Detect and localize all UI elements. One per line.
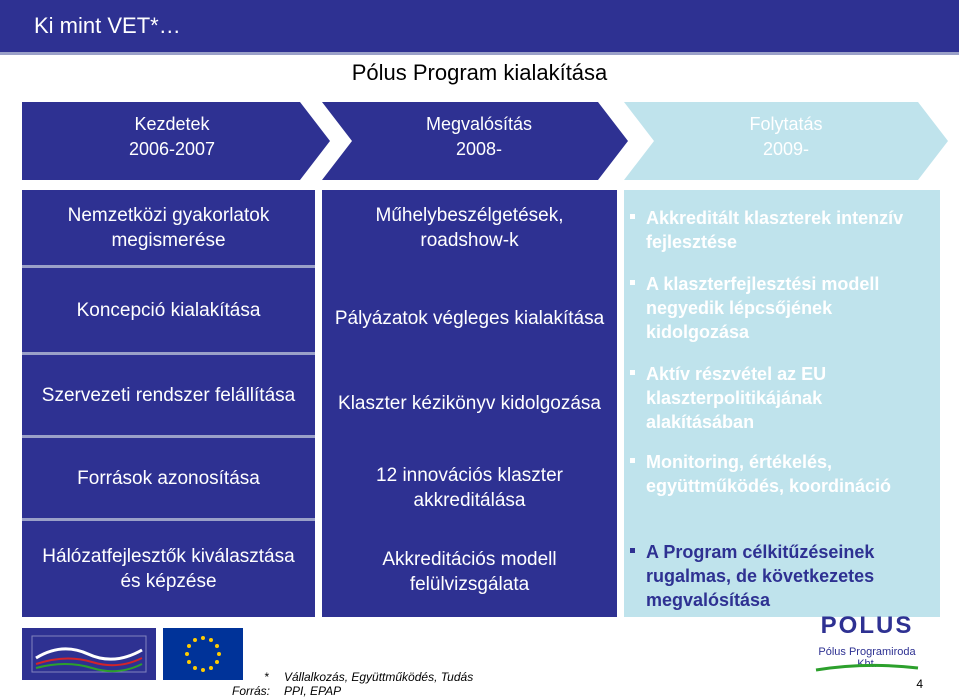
col2-item-3: Klaszter kézikönyv kidolgozása — [338, 392, 601, 414]
polus-logo — [812, 612, 922, 672]
eu-flag-logo — [163, 628, 243, 680]
col3-item-text: Aktív részvétel az EU klaszterpolitikájának alakításában — [646, 364, 827, 432]
col3-item-5 — [624, 540, 940, 612]
phase-name: Megvalósítás — [425, 114, 533, 134]
phase-megvalositas — [334, 112, 624, 172]
footnote-star: * — [264, 670, 269, 684]
phase-years: 2009- — [762, 139, 810, 159]
bullet-icon — [630, 280, 635, 285]
col1-item-5: Hálózatfejlesztők kiválasztása és képzése — [22, 521, 315, 617]
col1-item-1: Nemzetközi gyakorlatok megismerése — [22, 190, 315, 265]
col2-item-2: Pályázatok végleges kialakítása — [334, 307, 605, 329]
col2-item-5: Akkreditációs modell felülvizsgálata — [382, 549, 557, 595]
polus-wordmark: POLUS — [820, 612, 914, 639]
header-title: Ki mint VET*… — [34, 13, 181, 38]
phase-folytatas — [636, 112, 936, 172]
column-folytatas — [624, 190, 940, 617]
col3-item-text: Monitoring, értékelés, együttműködés, koordináció — [646, 452, 892, 496]
phase-kezdetek — [22, 112, 322, 172]
footnote-source-label: Forrás: — [232, 684, 271, 698]
col3-item-4 — [624, 450, 940, 498]
uj-magyarorszag-logo — [22, 628, 156, 680]
eu-stars-icon — [163, 628, 243, 680]
col3-item-text: A klaszterfejlesztési modell negyedik lépcsőjének kidolgozása — [646, 274, 880, 342]
col1-item-2: Koncepció kialakítása — [22, 268, 315, 352]
phase-years: 2008- — [455, 139, 503, 159]
footnote-definition: Vállalkozás, Együttműködés, Tudás — [284, 670, 474, 684]
phase-name: Kezdetek — [134, 114, 210, 134]
bullet-icon — [630, 214, 635, 219]
page-title: Pólus Program kialakítása — [351, 60, 608, 85]
col3-item-text: Akkreditált klaszterek intenzív fejlesztése — [646, 208, 904, 252]
col2-item-4: 12 innovációs klaszter akkreditálása — [376, 465, 563, 511]
col1-item-3: Szervezeti rendszer felállítása — [22, 355, 315, 435]
col3-item-2 — [624, 272, 940, 344]
col2-item-1: Műhelybeszélgetések, roadshow-k — [375, 205, 564, 251]
bullet-icon — [630, 548, 635, 553]
bullet-icon — [630, 458, 635, 463]
polus-subtitle: Pólus Programiroda Kht. — [818, 646, 916, 670]
bullet-icon — [630, 370, 635, 375]
column-megvalositas — [322, 190, 617, 617]
phase-name: Folytatás — [749, 114, 823, 134]
uj-magyarorszag-emblem-icon — [22, 628, 156, 680]
col3-item-text: A Program célkitűzéseinek rugalmas, de következetes megvalósítása — [646, 542, 875, 610]
phase-years: 2006-2007 — [128, 139, 216, 159]
col3-item-1 — [624, 206, 940, 254]
polus-swoosh-icon — [812, 662, 922, 674]
col1-item-4: Források azonosítása — [22, 438, 315, 518]
page-number: 4 — [916, 677, 923, 691]
col3-item-3 — [624, 362, 940, 434]
footnote-source: PPI, EPAP — [284, 684, 342, 698]
